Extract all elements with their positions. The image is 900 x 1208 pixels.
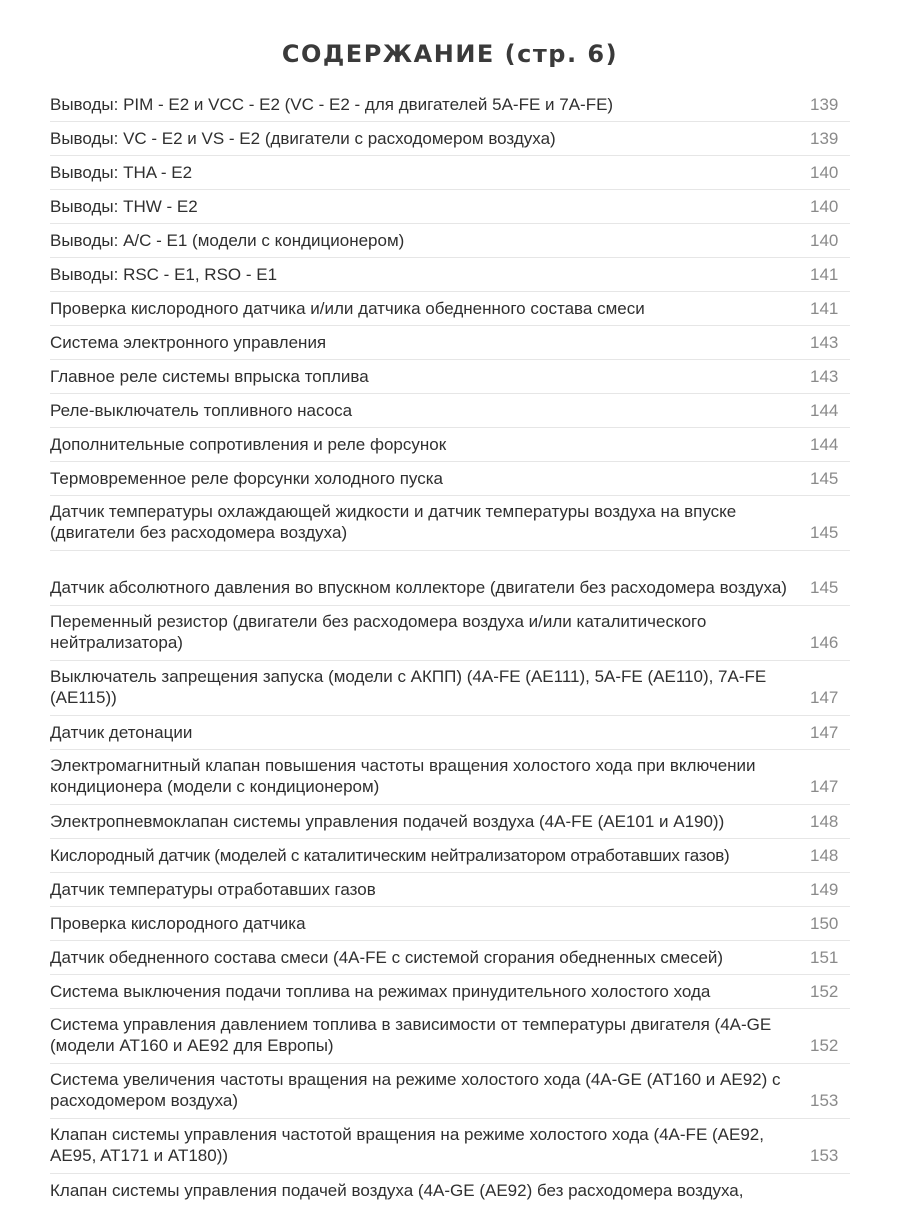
- toc-entry-title: Выводы: THA - E2: [50, 162, 193, 182]
- toc-entry-title: Выводы: A/C - E1 (модели с кондиционером): [50, 230, 405, 250]
- toc-entry-title: Датчик детонации: [50, 722, 193, 742]
- toc-entry-title: Система электронного управления: [50, 332, 327, 352]
- toc-entry-title: Система увеличения частоты вращения на режиме холостого хода (4A-GE (AT160 и AE92) с расходомером воздуха): [50, 1070, 781, 1110]
- toc-entry-page: 141: [810, 298, 839, 318]
- toc-entry-title: Переменный резистор (двигатели без расходомера воздуха и/или каталитического нейтрализатора): [50, 612, 707, 652]
- toc-entry-title: Электромагнитный клапан повышения частоты вращения холостого хода при включении кондиционера (модели с кондиционером): [50, 756, 756, 796]
- toc-entry-page: 146: [810, 633, 839, 652]
- toc-entry[interactable]: [50, 292, 850, 326]
- toc-entry[interactable]: [50, 496, 850, 551]
- toc-entry[interactable]: [50, 122, 850, 156]
- toc-entry-page: 147: [810, 688, 839, 707]
- table-of-contents: [50, 88, 850, 1208]
- toc-entry-page: 147: [810, 777, 839, 796]
- toc-entry-title: Система управления давлением топлива в зависимости от температуры двигателя (4A-GE (модели AT160 и AE92 для Европы): [50, 1015, 772, 1055]
- page-title: СОДЕРЖАНИЕ (стр. 6): [281, 40, 619, 68]
- toc-entry[interactable]: [50, 661, 850, 716]
- toc-entry-page: 148: [810, 811, 839, 831]
- toc-entry[interactable]: [50, 716, 850, 750]
- toc-entry-page: 153: [810, 1146, 839, 1165]
- toc-entry-page: 148: [810, 845, 839, 865]
- toc-entry-title: Выводы: THW - E2: [50, 196, 198, 216]
- toc-entry-title: Дополнительные сопротивления и реле форсунок: [50, 434, 447, 454]
- toc-entry-page: 143: [810, 366, 839, 386]
- toc-entry-title: Главное реле системы впрыска топлива: [50, 366, 369, 386]
- toc-entry-page: 144: [810, 400, 839, 420]
- toc-entry-page: 139: [810, 94, 839, 114]
- toc-entry-page: 139: [810, 128, 839, 148]
- toc-entry[interactable]: [50, 805, 850, 839]
- toc-entry-page: 143: [810, 332, 839, 352]
- toc-entry-page: 140: [810, 196, 839, 216]
- toc-entry[interactable]: [50, 326, 850, 360]
- toc-entry[interactable]: [50, 606, 850, 661]
- toc-entry-page: 140: [810, 230, 839, 250]
- toc-entry[interactable]: [50, 156, 850, 190]
- toc-entry-title: Клапан системы управления частотой вращения на режиме холостого хода (4A-FE (AE92, AE95, AT171 и AT180)): [50, 1125, 764, 1165]
- toc-entry[interactable]: [50, 907, 850, 941]
- toc-entry-title: Выводы: RSC - E1, RSO - E1: [50, 264, 278, 284]
- toc-entry-page: 149: [810, 879, 839, 899]
- toc-entry-title: Выводы: PIM - E2 и VCC - E2 (VC - E2 - для двигателей 5A-FE и 7A-FE): [50, 94, 614, 114]
- toc-entry[interactable]: [50, 1174, 850, 1208]
- toc-entry-page: 153: [810, 1091, 839, 1110]
- toc-entry[interactable]: [50, 224, 850, 258]
- toc-entry-title: Термовременное реле форсунки холодного пуска: [50, 468, 443, 488]
- toc-entry-title: Электропневмоклапан системы управления подачей воздуха (4A-FE (AE101 и A190)): [50, 811, 725, 831]
- toc-entry-title: Датчик обедненного состава смеси (4A-FE с системой сгорания обедненных смесей): [50, 947, 724, 967]
- toc-entry-title: Выключатель запрещения запуска (модели с АКПП) (4A-FE (AE111), 5A-FE (AE110), 7A-FE (AE115)): [50, 667, 767, 707]
- toc-entry[interactable]: [50, 1064, 850, 1119]
- toc-entry-title: Датчик абсолютного давления во впускном коллекторе (двигатели без расходомера воздуха): [50, 578, 787, 597]
- toc-entry-page: 152: [810, 981, 839, 1001]
- toc-entry-page: 150: [810, 913, 839, 933]
- toc-entry-title: Реле-выключатель топливного насоса: [50, 400, 353, 420]
- toc-entry-page: 152: [810, 1036, 839, 1055]
- toc-entry-page: 151: [810, 947, 839, 967]
- toc-entry-title: Проверка кислородного датчика: [50, 913, 306, 933]
- toc-entry[interactable]: [50, 428, 850, 462]
- toc-entry-title: Датчик температуры отработавших газов: [50, 879, 376, 899]
- toc-entry[interactable]: [50, 462, 850, 496]
- toc-entry[interactable]: [50, 873, 850, 907]
- toc-entry-page: 145: [810, 468, 839, 488]
- toc-entry-page: 145: [810, 578, 839, 597]
- toc-entry-page: 144: [810, 434, 839, 454]
- toc-entry[interactable]: [50, 551, 850, 606]
- toc-entry[interactable]: [50, 258, 850, 292]
- toc-entry-title: Система выключения подачи топлива на режимах принудительного холостого хода: [50, 981, 711, 1001]
- toc-entry[interactable]: [50, 941, 850, 975]
- toc-entry-title: Клапан системы управления подачей воздуха (4A-GE (AE92) без расходомера воздуха,: [50, 1181, 744, 1200]
- toc-entry[interactable]: [50, 1009, 850, 1064]
- toc-entry-page: 141: [810, 264, 839, 284]
- toc-entry-title: Выводы: VC - E2 и VS - E2 (двигатели с расходомером воздуха): [50, 128, 556, 148]
- toc-entry[interactable]: [50, 839, 850, 873]
- toc-entry-title: Проверка кислородного датчика и/или датчика обедненного состава смеси: [50, 298, 645, 318]
- toc-entry[interactable]: [50, 360, 850, 394]
- toc-entry[interactable]: [50, 1119, 850, 1174]
- toc-entry[interactable]: [50, 190, 850, 224]
- toc-entry-page: 145: [810, 523, 839, 542]
- toc-entry[interactable]: [50, 750, 850, 805]
- toc-entry[interactable]: [50, 975, 850, 1009]
- toc-entry[interactable]: [50, 394, 850, 428]
- toc-entry-title: Кислородный датчик (моделей с каталитическим нейтрализатором отработавших газов): [50, 845, 730, 865]
- toc-entry-title: Датчик температуры охлаждающей жидкости и датчик температуры воздуха на впуске (двигатели без расходомера воздуха): [50, 502, 737, 542]
- toc-entry[interactable]: [50, 88, 850, 122]
- toc-entry-page: 147: [810, 722, 839, 742]
- toc-entry-page: 140: [810, 162, 839, 182]
